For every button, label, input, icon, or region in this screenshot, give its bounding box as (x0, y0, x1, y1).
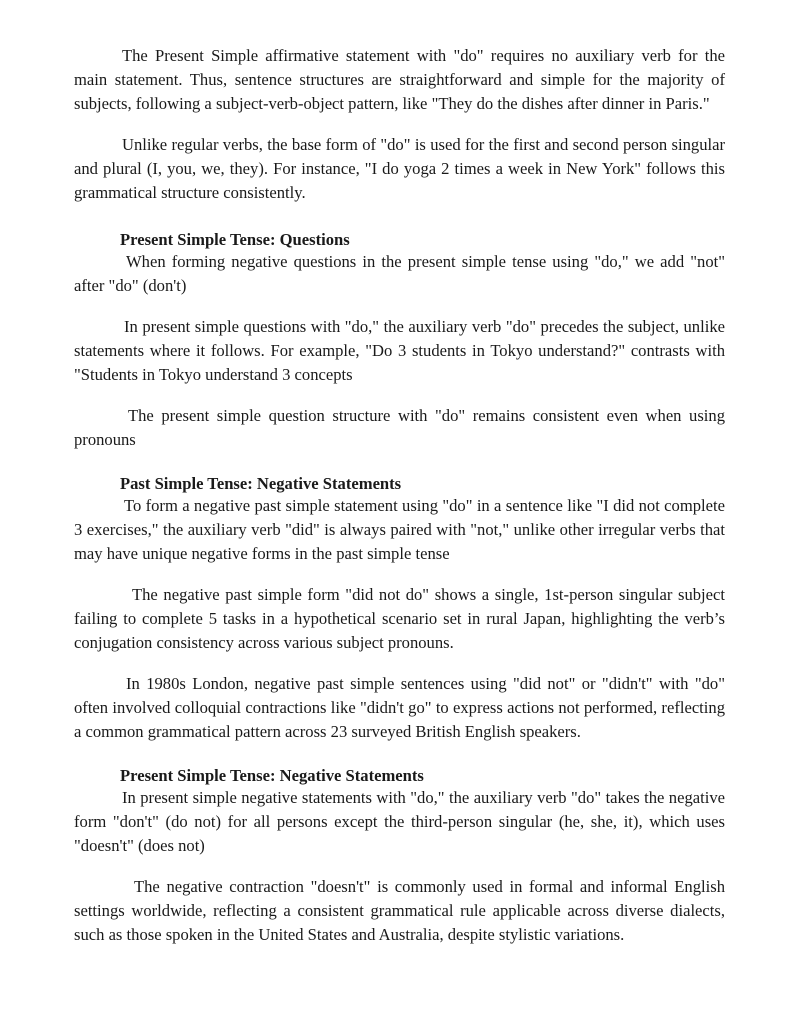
paragraph-dont-form: In present simple negative statements with "do," the auxiliary verb "do" takes the negative form "don't" (do not) for all persons except the third-person singular (he, she, it), which uses "doesn't" (does not) (74, 788, 725, 855)
paragraph-did-not-do: The negative past simple form "did not do" shows a single, 1st-person singular subject failing to complete 5 tasks in a hypothetical scenario set in rural Japan, highlighting the verb’s conjugation consistency across various subject pronouns. (74, 585, 725, 652)
paragraph-question-pronouns: The present simple question structure with "do" remains consistent even when using pronouns (74, 406, 725, 449)
heading-present-simple-questions: Present Simple Tense: Questions (120, 230, 350, 249)
heading-present-simple-negative: Present Simple Tense: Negative Statements (120, 766, 424, 785)
paragraph-past-negative-form: To form a negative past simple statement using "do" in a sentence like "I did not complete 3 exercises," the auxiliary verb "did" is always paired with "not," unlike other irregular verbs that may have unique negative forms in the past simple tense (74, 496, 725, 563)
paragraph-affirmative-intro: The Present Simple affirmative statement with "do" requires no auxiliary verb for the main statement. Thus, sentence structures are straightforward and simple for the majority of subjects, following a subject-verb-object pattern, like "They do the dishes after dinner in Paris." (74, 46, 725, 113)
document-page (74, 44, 725, 964)
paragraph-question-order: In present simple questions with "do," the auxiliary verb "do" precedes the subject, unlike statements where it follows. For example, "Do 3 students in Tokyo understand?" contrasts with "Students in Tokyo understand 3 concepts (74, 317, 725, 384)
paragraph-negative-questions: When forming negative questions in the present simple tense using "do," we add "not" after "do" (don't) (74, 252, 725, 295)
heading-past-simple-negative: Past Simple Tense: Negative Statements (120, 474, 402, 493)
paragraph-doesnt-contraction: The negative contraction "doesn't" is commonly used in formal and informal English settings worldwide, reflecting a consistent grammatical rule applicable across diverse dialects, such as those spoken in the United States and Australia, despite stylistic variations. (74, 877, 725, 944)
paragraph-base-form: Unlike regular verbs, the base form of "do" is used for the first and second person singular and plural (I, you, we, they). For instance, "I do yoga 2 times a week in New York" follows this grammatical structure consistently. (74, 135, 725, 202)
paragraph-1980s-london: In 1980s London, negative past simple sentences using "did not" or "didn't" with "do" often involved colloquial contractions like "didn't go" to express actions not performed, reflecting a common grammatical pattern across 23 surveyed British English speakers. (74, 674, 725, 741)
